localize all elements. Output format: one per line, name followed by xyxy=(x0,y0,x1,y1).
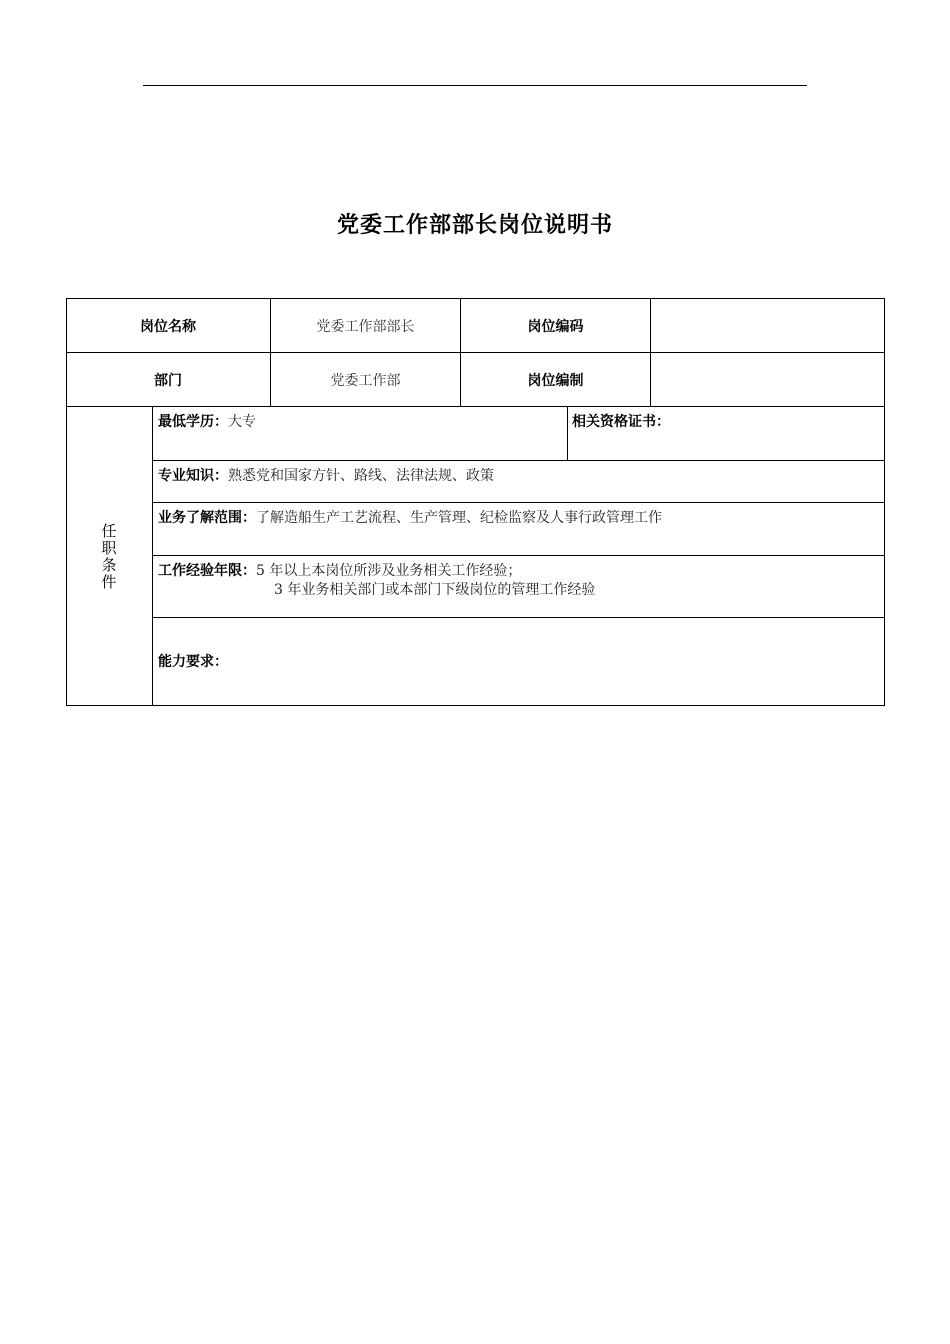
education-value: 大专 xyxy=(228,414,256,430)
education-field xyxy=(158,413,256,432)
header-rule xyxy=(143,85,807,86)
experience-field xyxy=(158,562,521,581)
headcount-value xyxy=(651,353,884,406)
experience-label: 工作经验年限： xyxy=(158,563,256,579)
knowledge-field xyxy=(158,467,494,486)
cell-divider xyxy=(567,406,568,461)
row-divider xyxy=(152,460,885,461)
certificate-field xyxy=(572,413,670,432)
ability-label: 能力要求： xyxy=(158,654,228,670)
business-scope-field xyxy=(158,509,662,528)
row-divider xyxy=(152,502,885,503)
knowledge-value: 熟悉党和国家方针、路线、法律法规、政策 xyxy=(228,468,494,484)
position-code-value xyxy=(651,299,884,352)
row-divider xyxy=(152,617,885,618)
experience-field-continued xyxy=(274,581,595,600)
business-scope-value: 了解造船生产工艺流程、生产管理、纪检监察及人事行政管理工作 xyxy=(256,510,662,526)
document-title: 党委工作部部长岗位说明书 xyxy=(336,213,613,238)
education-label: 最低学历： xyxy=(158,414,228,430)
ability-field xyxy=(158,653,228,672)
table-border-bottom xyxy=(66,705,885,706)
table-row-divider xyxy=(66,406,885,407)
experience-line-1: 5 年以上本岗位所涉及业务相关工作经验； xyxy=(256,563,522,579)
section-divider xyxy=(152,406,153,706)
qualifications-section-label: 任职条件 xyxy=(101,521,117,591)
experience-line-2: 3 年业务相关部门或本部门下级岗位的管理工作经验 xyxy=(274,582,596,598)
headcount-label: 岗位编制 xyxy=(527,372,584,389)
department-value: 党委工作部 xyxy=(330,372,401,389)
department-label: 部门 xyxy=(154,372,182,389)
row-divider xyxy=(152,555,885,556)
business-scope-label: 业务了解范围： xyxy=(158,510,256,526)
position-name-label: 岗位名称 xyxy=(140,318,196,335)
knowledge-label: 专业知识： xyxy=(158,468,228,484)
certificate-label: 相关资格证书： xyxy=(572,414,670,430)
position-name-value: 党委工作部部长 xyxy=(316,318,415,335)
position-code-label: 岗位编码 xyxy=(527,318,584,335)
